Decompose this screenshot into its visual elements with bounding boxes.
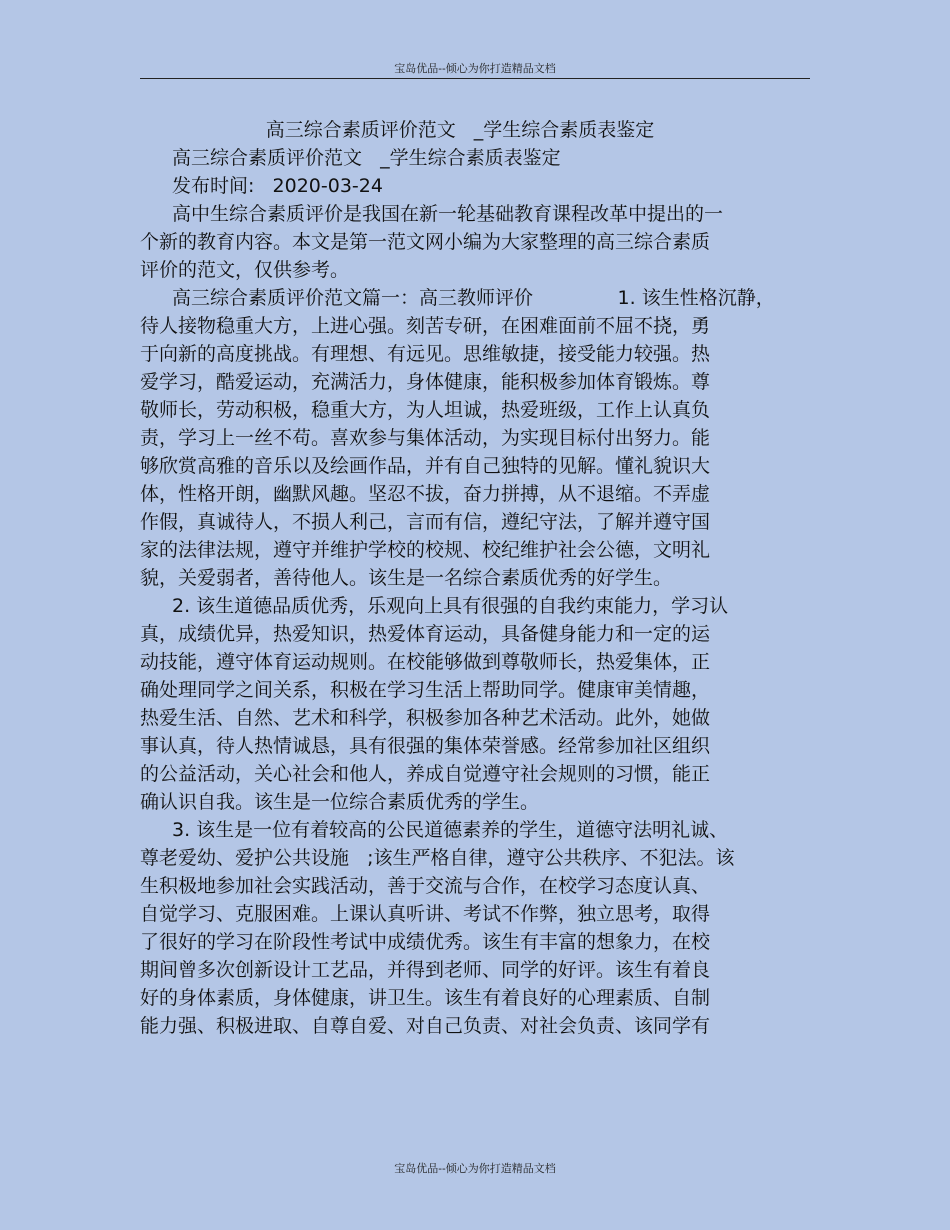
text-line: 作假，真诚待人，不损人利己，言而有信，遵纪守法，了解并遵守国 <box>140 511 711 533</box>
text-line: 够欣赏高雅的音乐以及绘画作品，并有自己独特的见解。懂礼貌识大 <box>140 455 711 477</box>
text-line: 责，学习上一丝不苟。喜欢参与集体活动，为实现目标付出努力。能 <box>140 427 711 449</box>
text-line: 高三综合素质评价范文篇一：高三教师评价 1. 该生性格沉静， <box>172 287 775 309</box>
text-line: 了很好的学习在阶段性考试中成绩优秀。该生有丰富的想象力，在校 <box>140 931 711 953</box>
text-line: 个新的教育内容。本文是第一范文网小编为大家整理的高三综合素质 <box>140 231 711 253</box>
text-line: 确认识自我。该生是一位综合素质优秀的学生。 <box>140 791 540 813</box>
text-line: 于向新的高度挑战。有理想、有远见。思维敏捷，接受能力较强。热 <box>140 343 711 365</box>
text-line: 爱学习，酷爱运动，充满活力，身体健康，能积极参加体育锻炼。尊 <box>140 371 711 393</box>
text-line: 3. 该生是一位有着较高的公民道德素养的学生，道德守法明礼诚、 <box>172 819 729 841</box>
text-line: 2. 该生道德品质优秀，乐观向上具有很强的自我约束能力，学习认 <box>172 595 729 617</box>
text-line: 能力强、积极进取、自尊自爱、对自己负责、对社会负责、该同学有 <box>140 1015 711 1037</box>
header-rule <box>140 78 810 79</box>
text-line: 动技能，遵守体育运动规则。在校能够做到尊敬师长，热爱集体，正 <box>140 651 711 673</box>
text-line: 尊老爱幼、爱护公共设施 ;该生严格自律，遵守公共秩序、不犯法。该 <box>140 847 735 869</box>
text-line: 敬师长，劳动积极，稳重大方，为人坦诚，热爱班级，工作上认真负 <box>140 399 711 421</box>
text-line: 家的法律法规，遵守并维护学校的校规、校纪维护社会公德，文明礼 <box>140 539 711 561</box>
text-line: 的公益活动，关心社会和他人，养成自觉遵守社会规则的习惯，能正 <box>140 763 711 785</box>
text-line: 生积极地参加社会实践活动，善于交流与合作，在校学习态度认真、 <box>140 875 711 897</box>
text-line: 高中生综合素质评价是我国在新一轮基础教育课程改革中提出的一 <box>172 203 724 225</box>
text-line: 体，性格开朗，幽默风趣。坚忍不拔，奋力拼搏，从不退缩。不弄虚 <box>140 483 711 505</box>
document-body <box>140 116 780 1040</box>
text-line: 期间曾多次创新设计工艺品，并得到老师、同学的好评。该生有着良 <box>140 959 711 981</box>
text-line: 热爱生活、自然、艺术和科学，积极参加各种艺术活动。此外，她做 <box>140 707 711 729</box>
text-line: 评价的范文，仅供参考。 <box>140 259 350 281</box>
text-line: 确处理同学之间关系，积极在学习生活上帮助同学。健康审美情趣， <box>140 679 711 701</box>
page-header: 宝岛优品--倾心为你打造精品文档 <box>394 62 556 75</box>
text-line: 好的身体素质，身体健康，讲卫生。该生有着良好的心理素质、自制 <box>140 987 711 1009</box>
text-line: 自觉学习、克服困难。上课认真听讲、考试不作弊，独立思考，取得 <box>140 903 711 925</box>
text-line: 貌，关爱弱者，善待他人。该生是一名综合素质优秀的好学生。 <box>140 567 673 589</box>
text-line: 发布时间: 2020-03-24 <box>172 175 383 197</box>
text-line: 真，成绩优异，热爱知识，热爱体育运动，具备健身能力和一定的运 <box>140 623 711 645</box>
page-footer: 宝岛优品--倾心为你打造精品文档 <box>394 1162 556 1175</box>
text-line: 事认真，待人热情诚恳，具有很强的集体荣誉感。经常参加社区组织 <box>140 735 711 757</box>
text-line: 高三综合素质评价范文 _学生综合素质表鉴定 <box>172 147 561 169</box>
text-line: 待人接物稳重大方，上进心强。刻苦专研，在困难面前不屈不挠，勇 <box>140 315 711 337</box>
document-title: 高三综合素质评价范文 _学生综合素质表鉴定 <box>265 119 655 141</box>
